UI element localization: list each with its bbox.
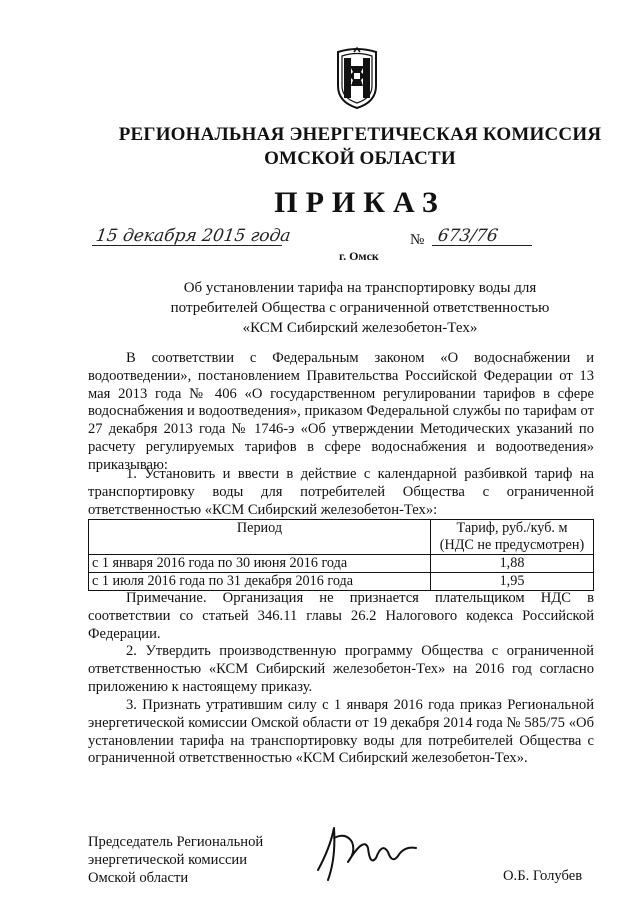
header-period: Период [89, 520, 431, 555]
number-underline [432, 245, 532, 246]
city-label: г. Омск [339, 249, 379, 263]
table-row [89, 573, 594, 591]
date-underline [92, 245, 282, 246]
signatory-title-line: Председатель Региональной [88, 834, 264, 850]
document-type-title: ПРИКАЗ [274, 186, 446, 219]
tariff-table [88, 519, 594, 591]
tariff-cell: 1,88 [431, 555, 594, 573]
handwritten-date: 15 декабря 2015 года [94, 226, 292, 246]
table-row [89, 555, 594, 573]
coat-of-arms-emblem [334, 46, 380, 110]
number-sign: № [410, 232, 425, 248]
preamble-paragraph: В соответствии с Федеральным законом «О водоснабжении и водоотведении», постановлением Правительства Российской Федерации от 13 мая 2013 года № 406 «О государственном регулировании тарифов в сфере водоснабжения и водоотведения», приказом Федеральной службы по тарифам от 27 декабря 2013 года № 1746-э «Об утверждении Методических указаний по расчету регулируемых тарифов в сфере водоснабжения и водоотведения» приказываю: [88, 350, 594, 473]
period-cell: с 1 июля 2016 года по 31 декабря 2016 года [89, 573, 431, 591]
signatory-title-line: Омской области [88, 870, 189, 886]
organization-name-line2: ОМСКОЙ ОБЛАСТИ [264, 148, 456, 169]
signatory-title-line: энергетической комиссии [88, 852, 248, 868]
header-tariff-line2: (НДС не предусмотрен) [439, 537, 585, 553]
header-tariff [431, 520, 594, 555]
order-subject [120, 278, 600, 338]
subject-line: потребителей Общества с ограниченной ответственностью [170, 300, 550, 316]
tariff-cell: 1,95 [431, 573, 594, 591]
period-cell: с 1 января 2016 года по 30 июня 2016 года [89, 555, 431, 573]
subject-line: Об установлении тарифа на транспортировку воды для [183, 280, 537, 296]
item-1-paragraph: 1. Установить и ввести в действие с календарной разбивкой тариф на транспортировку воды для потребителей Общества с ограниченной ответственностью «КСМ Сибирский железобетон-Тех»: [88, 466, 594, 518]
subject-line: «КСМ Сибирский железобетон-Тех» [242, 320, 478, 336]
handwritten-order-number: 673/76 [436, 226, 500, 246]
table-header-row [89, 520, 594, 555]
organization-name-line1: РЕГИОНАЛЬНАЯ ЭНЕРГЕТИЧЕСКАЯ КОМИССИЯ [118, 124, 602, 145]
header-tariff-line1: Тариф, руб./куб. м [456, 520, 568, 536]
signatory-title [88, 833, 263, 887]
signatory-name: О.Б. Голубев [503, 868, 583, 884]
note-paragraph: Примечание. Организация не признается плательщиком НДС в соответствии со статьей 346.11 главы 26.2 Налогового кодекса Российской Федерации. [88, 590, 594, 642]
item-2-paragraph: 2. Утвердить производственную программу Общества с ограниченной ответственностью «КСМ Сибирский железобетон-Тех» на 2016 год согласно приложению к настоящему приказу. [88, 643, 594, 695]
item-3-paragraph: 3. Признать утратившим силу с 1 января 2016 года приказ Региональной энергетической комиссии Омской области от 19 декабря 2014 года № 585/75 «Об установлении тарифа на транспортировку воды для потребителей Общества с ограниченной ответственностью «КСМ Сибирский железобетон-Тех». [88, 697, 594, 767]
handwritten-signature [312, 818, 422, 884]
